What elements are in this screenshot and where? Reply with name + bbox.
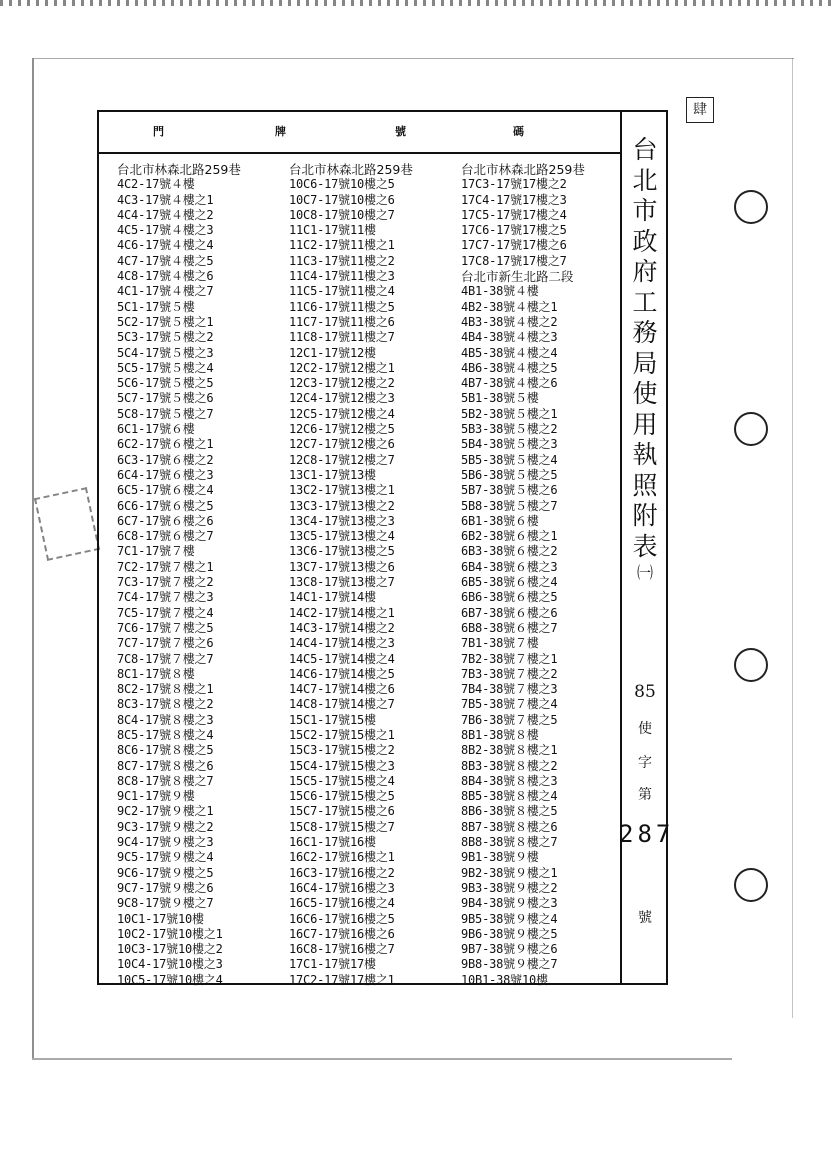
address-entry: 13C3-17號13樓之2 [289, 498, 395, 513]
address-entry: 5B6-38號５樓之5 [461, 467, 558, 482]
address-entry: 15C5-17號15樓之4 [289, 773, 395, 788]
address-entry: 13C1-17號13樓 [289, 467, 376, 482]
address-entry: 6C2-17號６樓之1 [117, 437, 214, 452]
title-char: 務 [632, 318, 658, 347]
address-entry: 6C6-17號６樓之5 [117, 498, 214, 513]
address-entry: 9B5-38號９樓之4 [461, 911, 558, 926]
address-entry: 6C7-17號６樓之6 [117, 513, 214, 528]
address-entry: 4C2-17號４樓 [117, 177, 195, 192]
address-entry: 16C4-17號16樓之3 [289, 880, 395, 895]
address-entry: 12C8-17號12樓之7 [289, 452, 395, 467]
address-entry: 10C7-17號10樓之6 [289, 192, 395, 207]
address-entry: 8C6-17號８樓之5 [117, 743, 214, 758]
title-char: 北 [632, 165, 658, 195]
address-entry: 4B4-38號４樓之3 [461, 330, 558, 345]
address-entry: 16C8-17號16樓之7 [289, 942, 395, 957]
address-entry: 4C4-17號４樓之2 [117, 207, 214, 222]
address-column-2 [289, 162, 459, 988]
address-entry: 15C4-17號15樓之3 [289, 758, 395, 773]
address-entry: 14C8-17號14樓之7 [289, 697, 395, 712]
address-entry: 11C2-17號11樓之1 [289, 238, 395, 253]
permit-type-char: 字 [638, 755, 652, 771]
address-entry: 4C5-17號４樓之3 [117, 223, 214, 238]
address-entry: 11C3-17號11樓之2 [289, 253, 395, 268]
title-char: 使 [632, 379, 658, 408]
address-entry: 9B2-38號９樓之1 [461, 865, 558, 880]
corner-label: 肆 [686, 97, 714, 123]
address-entry: 14C1-17號14樓 [289, 590, 376, 605]
address-entry: 5B8-38號５樓之7 [461, 498, 558, 513]
address-entry: 13C2-17號13樓之1 [289, 483, 395, 498]
address-entry: 13C5-17號13樓之4 [289, 529, 395, 544]
address-entry: 11C1-17號11樓 [289, 223, 376, 238]
address-entry: 11C8-17號11樓之7 [289, 330, 395, 345]
binding-hole [734, 648, 768, 682]
address-entry: 14C5-17號14樓之4 [289, 651, 395, 666]
address-entry: 6B3-38號６樓之2 [461, 544, 558, 559]
address-entry: 8B6-38號８樓之5 [461, 804, 558, 819]
header-char: 碼 [513, 125, 524, 138]
address-entry: 8B7-38號８樓之6 [461, 819, 558, 834]
address-column-1 [117, 162, 287, 988]
title-part: ㈠ [636, 563, 653, 582]
address-entry: 8B5-38號８樓之4 [461, 789, 558, 804]
address-entry: 14C3-17號14樓之2 [289, 620, 395, 635]
address-entry: 7C3-17號７樓之2 [117, 575, 214, 590]
address-entry: 8B3-38號８樓之2 [461, 758, 558, 773]
address-entry: 5C1-17號５樓 [117, 299, 195, 314]
address-entry: 4B2-38號４樓之1 [461, 299, 558, 314]
address-entry: 9B3-38號９樓之2 [461, 880, 558, 895]
address-entry: 13C7-17號13樓之6 [289, 559, 395, 574]
address-entry: 17C8-17號17樓之7 [461, 253, 567, 268]
address-entry: 6B5-38號６樓之4 [461, 575, 558, 590]
address-entry: 14C6-17號14樓之5 [289, 666, 395, 681]
street-heading: 台北市新生北路二段 [461, 269, 574, 285]
permit-type-char: 第 [638, 787, 652, 803]
address-entry: 12C6-17號12樓之5 [289, 422, 395, 437]
address-entry: 7B4-38號７樓之3 [461, 682, 558, 697]
address-entry: 4C6-17號４樓之4 [117, 238, 214, 253]
address-entry: 4B1-38號４樓 [461, 284, 539, 299]
address-entry: 7C1-17號７樓 [117, 544, 195, 559]
address-entry: 4B3-38號４樓之2 [461, 314, 558, 329]
address-entry: 13C6-17號13樓之5 [289, 544, 395, 559]
title-panel [622, 110, 668, 985]
address-entry: 6C5-17號６樓之4 [117, 483, 214, 498]
title-char: 照 [632, 470, 658, 500]
address-entry: 8B2-38號８樓之1 [461, 743, 558, 758]
address-entry: 7B2-38號７樓之1 [461, 651, 558, 666]
binding-hole [734, 412, 768, 446]
address-entry: 16C6-17號16樓之5 [289, 911, 395, 926]
binding-hole [734, 868, 768, 902]
address-entry: 9C2-17號９樓之1 [117, 804, 214, 819]
address-entry: 14C2-17號14樓之1 [289, 605, 395, 620]
address-entry: 7C4-17號７樓之3 [117, 590, 214, 605]
page-border-right [792, 58, 793, 1018]
address-entry: 9C7-17號９樓之6 [117, 880, 214, 895]
address-entry: 10C5-17號10樓之4 [117, 972, 223, 987]
address-entry: 11C7-17號11樓之6 [289, 314, 395, 329]
address-entry: 4C3-17號４樓之1 [117, 192, 214, 207]
address-entry: 8C4-17號８樓之3 [117, 712, 214, 727]
address-entry: 5C2-17號５樓之1 [117, 314, 214, 329]
address-entry: 10B1-38號10樓 [461, 972, 548, 987]
address-entry: 6B4-38號６樓之3 [461, 559, 558, 574]
address-entry: 10C6-17號10樓之5 [289, 177, 395, 192]
address-entry: 6B6-38號６樓之5 [461, 590, 558, 605]
title-char: 台 [632, 135, 658, 164]
address-entry: 8C1-17號８樓 [117, 666, 195, 681]
address-entry: 8C8-17號８樓之7 [117, 773, 214, 788]
address-entry: 11C5-17號11樓之4 [289, 284, 395, 299]
address-entry: 16C1-17號16樓 [289, 835, 376, 850]
address-entry: 16C5-17號16樓之4 [289, 896, 395, 911]
title-char: 附 [632, 501, 658, 530]
address-entry: 5C3-17號５樓之2 [117, 330, 214, 345]
address-entry: 9B1-38號９樓 [461, 850, 539, 865]
address-entry: 7B1-38號７樓 [461, 636, 539, 651]
faded-stamp [34, 487, 100, 561]
address-entry: 10C3-17號10樓之2 [117, 942, 223, 957]
address-entry: 6B8-38號６樓之7 [461, 620, 558, 635]
address-entry: 12C4-17號12樓之3 [289, 391, 395, 406]
address-entry: 16C2-17號16樓之1 [289, 850, 395, 865]
address-entry: 5C4-17號５樓之3 [117, 345, 214, 360]
address-entry: 6B2-38號６樓之1 [461, 529, 558, 544]
address-entry: 7C5-17號７樓之4 [117, 605, 214, 620]
address-entry: 6C3-17號６樓之2 [117, 452, 214, 467]
address-entry: 7B6-38號７樓之5 [461, 712, 558, 727]
address-entry: 17C5-17號17樓之4 [461, 207, 567, 222]
address-entry: 17C6-17號17樓之5 [461, 223, 567, 238]
address-entry: 5B1-38號５樓 [461, 391, 539, 406]
address-entry: 8C7-17號８樓之6 [117, 758, 214, 773]
title-char: 工 [632, 287, 658, 317]
permit-year: 85 [634, 682, 656, 702]
address-entry: 9C8-17號９樓之7 [117, 896, 214, 911]
table-header [99, 112, 620, 154]
address-entry: 10C1-17號10樓 [117, 911, 204, 926]
address-entry: 15C8-17號15樓之7 [289, 819, 395, 834]
address-entry: 5B5-38號５樓之4 [461, 452, 558, 467]
address-entry: 7C7-17號７樓之6 [117, 636, 214, 651]
address-entry: 5B7-38號５樓之6 [461, 483, 558, 498]
address-column-3 [461, 162, 631, 988]
address-entry: 9C5-17號９樓之4 [117, 850, 214, 865]
address-entry: 4C7-17號４樓之5 [117, 253, 214, 268]
address-entry: 6C1-17號６樓 [117, 422, 195, 437]
title-char: 府 [632, 257, 658, 286]
street-heading: 台北市林森北路259巷 [289, 162, 413, 177]
address-entry: 8B8-38號８樓之7 [461, 835, 558, 850]
address-entry: 5B3-38號５樓之2 [461, 422, 558, 437]
address-entry: 4B7-38號４樓之6 [461, 376, 558, 391]
address-entry: 6B7-38號６樓之6 [461, 605, 558, 620]
address-entry: 5B2-38號５樓之1 [461, 406, 558, 421]
header-char: 牌 [275, 125, 286, 138]
address-entry: 5C8-17號５樓之7 [117, 406, 214, 421]
address-entry: 10C2-17號10樓之1 [117, 926, 223, 941]
address-entry: 12C3-17號12樓之2 [289, 376, 395, 391]
address-entry: 11C4-17號11樓之3 [289, 269, 395, 284]
address-entry: 12C2-17號12樓之1 [289, 360, 395, 375]
address-entry: 14C7-17號14樓之6 [289, 682, 395, 697]
address-entry: 17C3-17號17樓之2 [461, 177, 567, 192]
address-entry: 9B6-38號９樓之5 [461, 926, 558, 941]
address-entry: 17C4-17號17樓之3 [461, 192, 567, 207]
address-entry: 7C2-17號７樓之1 [117, 559, 214, 574]
title-char: 執 [632, 440, 658, 469]
title-char: 表 [632, 531, 658, 561]
address-entry: 17C1-17號17樓 [289, 957, 376, 972]
street-heading: 台北市林森北路259巷 [117, 162, 241, 177]
page-border-top [34, 58, 794, 59]
address-entry: 4C8-17號４樓之6 [117, 269, 214, 284]
binding-hole [734, 190, 768, 224]
address-entry: 12C7-17號12樓之6 [289, 437, 395, 452]
address-entry: 4C1-17號４樓之7 [117, 284, 214, 299]
address-table [97, 110, 622, 985]
address-entry: 12C1-17號12樓 [289, 345, 376, 360]
address-entry: 15C6-17號15樓之5 [289, 789, 395, 804]
address-entry: 13C8-17號13樓之7 [289, 575, 395, 590]
address-entry: 15C3-17號15樓之2 [289, 743, 395, 758]
address-entry: 16C3-17號16樓之2 [289, 865, 395, 880]
header-char: 門 [153, 125, 164, 138]
address-entry: 6C8-17號６樓之7 [117, 529, 214, 544]
address-entry: 7C6-17號７樓之5 [117, 620, 214, 635]
address-entry: 16C7-17號16樓之6 [289, 926, 395, 941]
header-char: 號 [395, 125, 406, 138]
address-entry: 17C2-17號17樓之1 [289, 972, 395, 987]
address-entry: 9C6-17號９樓之5 [117, 865, 214, 880]
address-entry: 7C8-17號７樓之7 [117, 651, 214, 666]
address-entry: 6C4-17號６樓之3 [117, 467, 214, 482]
address-entry: 9C4-17號９樓之3 [117, 835, 214, 850]
address-entry: 9C1-17號９樓 [117, 789, 195, 804]
address-entry: 13C4-17號13樓之3 [289, 513, 395, 528]
address-entry: 5C6-17號５樓之5 [117, 376, 214, 391]
address-entry: 8B1-38號８樓 [461, 727, 539, 742]
address-entry: 10C8-17號10樓之7 [289, 207, 395, 222]
address-entry: 9B7-38號９樓之6 [461, 942, 558, 957]
address-entry: 15C7-17號15樓之6 [289, 804, 395, 819]
address-entry: 7B3-38號７樓之2 [461, 666, 558, 681]
address-entry: 9B8-38號９樓之7 [461, 957, 558, 972]
address-entry: 14C4-17號14樓之3 [289, 636, 395, 651]
address-entry: 17C7-17號17樓之6 [461, 238, 567, 253]
page-border-bottom [32, 1058, 732, 1060]
address-entry: 12C5-17號12樓之4 [289, 406, 395, 421]
address-entry: 15C1-17號15樓 [289, 712, 376, 727]
address-entry: 5C7-17號５樓之6 [117, 391, 214, 406]
address-entry: 8C2-17號８樓之1 [117, 682, 214, 697]
permit-type-char: 使 [638, 721, 652, 737]
title-char: 政 [632, 226, 658, 256]
address-entry: 7B5-38號７樓之4 [461, 697, 558, 712]
permit-number: 287 [619, 820, 675, 848]
address-entry: 8C3-17號８樓之2 [117, 697, 214, 712]
address-entry: 8B4-38號８樓之3 [461, 773, 558, 788]
address-entry: 15C2-17號15樓之1 [289, 727, 395, 742]
page-border-left [32, 58, 34, 1058]
address-entry: 8C5-17號８樓之4 [117, 727, 214, 742]
street-heading: 台北市林森北路259巷 [461, 162, 585, 177]
title-char: 市 [632, 196, 658, 225]
address-entry: 6B1-38號６樓 [461, 513, 539, 528]
scan-edge-top [0, 0, 832, 6]
title-char: 局 [632, 348, 658, 378]
permit-suffix: 號 [638, 910, 652, 926]
address-entry: 9C3-17號９樓之2 [117, 819, 214, 834]
address-entry: 11C6-17號11樓之5 [289, 299, 395, 314]
address-entry: 10C4-17號10樓之3 [117, 957, 223, 972]
address-entry: 4B6-38號４樓之5 [461, 360, 558, 375]
title-char: 用 [632, 409, 658, 439]
address-entry: 9B4-38號９樓之3 [461, 896, 558, 911]
address-entry: 4B5-38號４樓之4 [461, 345, 558, 360]
address-entry: 5C5-17號５樓之4 [117, 360, 214, 375]
address-entry: 5B4-38號５樓之3 [461, 437, 558, 452]
